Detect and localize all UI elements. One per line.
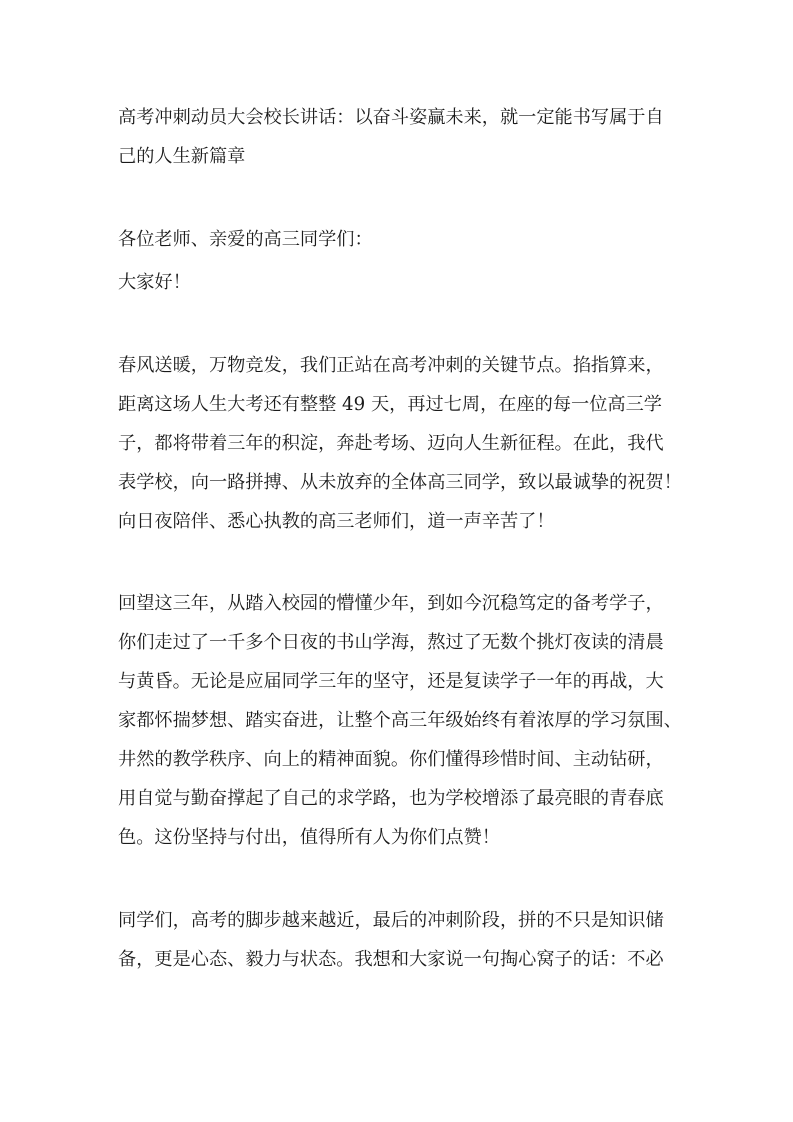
paragraph-1-line: 表学校，向一路拼搏、从未放弃的全体高三同学，致以最诚挚的祝贺！	[118, 472, 682, 493]
paragraph-1-line: 子，都将带着三年的积淀，奔赴考场、迈向人生新征程。在此，我代	[118, 433, 664, 454]
paragraph-2-line: 家都怀揣梦想、踏实奋进，让整个高三年级始终有着浓厚的学习氛围、	[118, 710, 682, 731]
greeting: 大家好！	[118, 272, 191, 293]
paragraph-1-line: 距离这场人生大考还有整整 49 天，再过七周，在座的每一位高三学	[118, 394, 662, 415]
paragraph-2-line: 回望这三年，从踏入校园的懵懂少年，到如今沉稳笃定的备考学子，	[118, 593, 664, 614]
paragraph-2-line: 与黄昏。无论是应届同学三年的坚守，还是复读学子一年的再战，大	[118, 671, 664, 692]
paragraph-1-line: 向日夜陪伴、悉心执教的高三老师们，道一声辛苦了！	[118, 511, 555, 532]
paragraph-1-line: 春风送暖，万物竞发，我们正站在高考冲刺的关键节点。掐指算来，	[118, 355, 664, 376]
paragraph-3-line: 备，更是心态、毅力与状态。我想和大家说一句掏心窝子的话：不必	[118, 949, 664, 970]
paragraph-2-line: 你们走过了一千多个日夜的书山学海，熬过了无数个挑灯夜读的清晨	[118, 632, 664, 653]
paragraph-2-line: 井然的教学秩序、向上的精神面貌。你们懂得珍惜时间、主动钻研，	[118, 749, 664, 770]
paragraph-2-line: 色。这份坚持与付出，值得所有人为你们点赞！	[118, 827, 500, 848]
paragraph-2-line: 用自觉与勤奋撑起了自己的求学路，也为学校增添了最亮眼的青春底	[118, 788, 664, 809]
paragraph-3-line: 同学们，高考的脚步越来越近，最后的冲刺阶段，拼的不只是知识储	[118, 910, 664, 931]
salutation: 各位老师、亲爱的高三同学们：	[118, 229, 373, 250]
document-title-line-2: 己的人生新篇章	[118, 146, 246, 167]
document-title-line-1: 高考冲刺动员大会校长讲话：以奋斗姿赢未来，就一定能书写属于自	[118, 107, 664, 128]
